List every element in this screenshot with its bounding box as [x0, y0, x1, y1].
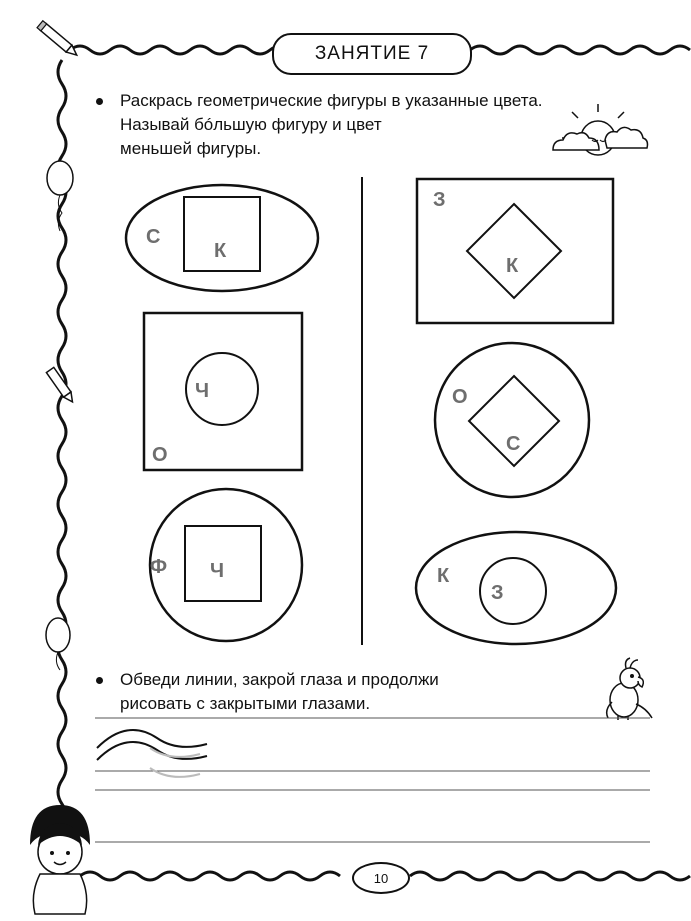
task1-bullet	[96, 98, 103, 105]
f3-outer-letter: Ф	[150, 556, 168, 578]
balloon-icon	[46, 618, 70, 670]
f6-inner-circle	[480, 558, 546, 624]
girl-icon	[30, 805, 90, 914]
pencil-icon	[37, 21, 80, 59]
task2-bullet	[96, 677, 103, 684]
f5-outer-letter: О	[452, 386, 468, 408]
f1-inner-letter: К	[214, 240, 227, 262]
task1-line3: меньшей фигуры.	[120, 139, 262, 158]
parrot-icon	[607, 658, 652, 720]
task2-line2: рисовать с закрытыми глазами.	[120, 694, 371, 713]
sun-cloud-icon	[553, 104, 648, 155]
f5-inner-letter: С	[506, 433, 521, 455]
task1-line1: Раскрась геометрические фигуры в указанные цвета.	[120, 91, 543, 110]
f1-outer-letter: С	[146, 226, 161, 248]
f3-inner-letter: Ч	[210, 560, 225, 582]
task2-line1: Обведи линии, закрой глаза и продолжи	[120, 670, 439, 689]
f4-outer-letter: З	[433, 189, 446, 211]
f4-inner-letter: К	[506, 255, 519, 277]
writing-lines	[95, 718, 650, 842]
lesson-title: ЗАНЯТИЕ 7	[272, 33, 472, 75]
f6-inner-letter: З	[491, 582, 504, 604]
trace-waves	[97, 730, 207, 777]
f2-inner-letter: Ч	[195, 380, 210, 402]
page-number: 10	[352, 862, 410, 894]
f6-outer-letter: К	[437, 565, 450, 587]
task1-line2: Называй бóльшую фигуру и цвет	[120, 115, 382, 134]
f2-outer-letter: О	[152, 444, 168, 466]
